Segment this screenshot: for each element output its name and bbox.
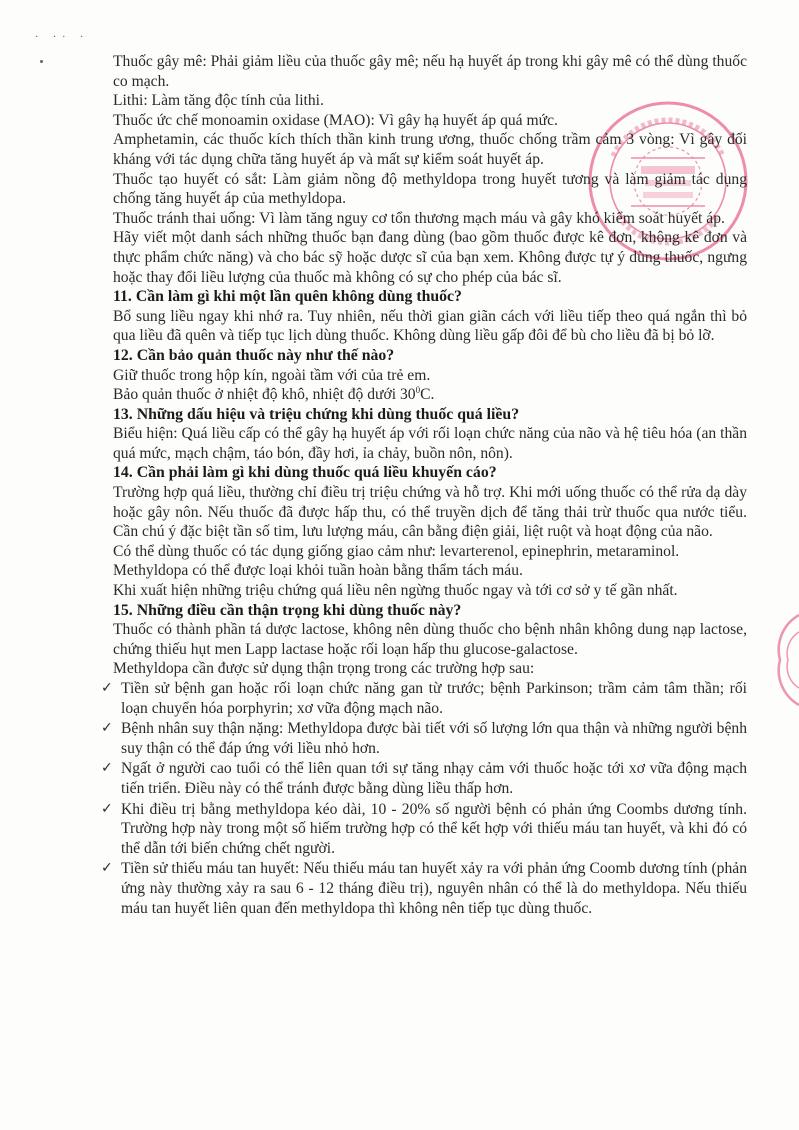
degree-sup: 0: [415, 384, 421, 395]
check-icon: ✓: [101, 680, 113, 696]
edge-stamp-fragment: [770, 610, 799, 710]
list-item: [101, 679, 747, 718]
list-item-text: Ngất ở người cao tuổi có thể liên quan tới sự tăng nhạy cảm với thuốc hoặc tới xơ vữa động mạch tiến triển. Điều này có thể tránh được bằng dùng liều thấp hơn.: [121, 760, 747, 797]
section-13-heading: 13. Những dấu hiệu và triệu chứng khi dùng thuốc quá liều?: [113, 405, 520, 423]
scan-specks: · ·· ·: [35, 32, 90, 43]
check-icon: ✓: [101, 860, 113, 877]
paragraph-contraceptive: Thuốc tránh thai uống: Vì làm tăng nguy cơ tổn thương mạch máu và gây khó kiểm soát huyết áp.: [113, 209, 725, 227]
list-item: [101, 859, 747, 918]
list-item-text: Bệnh nhân suy thận nặng: Methyldopa được bài tiết với số lượng lớn qua thận và những người bệnh suy thận có thể đáp ứng với liều nhỏ hơn.: [121, 720, 747, 757]
list-item: [101, 800, 747, 859]
paragraph-amphetamine: Amphetamin, các thuốc kích thích thần kinh trung ương, thuốc chống trầm cảm 3 vòng: Vì gây đối kháng với tác dụng chữa tăng huyết áp và mất sự kiểm soát huyết áp.: [113, 131, 747, 168]
document-body: [101, 52, 747, 919]
section-12-line1: Giữ thuốc trong hộp kín, ngoài tầm với của trẻ em.: [113, 366, 431, 384]
list-item-text: Tiền sử thiếu máu tan huyết: Nếu thiếu máu tan huyết xảy ra với phản ứng Coomb dương tính (phản ứng này thường xảy ra sau 6 - 12 tháng điều trị), nguyên nhân có thể là do methyldopa. Nếu thiếu máu tan huyết liên quan đến methyldopa thì không nên tiếp tục dùng thuốc.: [121, 860, 747, 917]
section-14-p2: Có thể dùng thuốc có tác dụng giống giao cảm như: levarterenol, epinephrin, metaraminol.: [113, 542, 680, 560]
section-12-line2: [113, 385, 747, 405]
paragraph-lithium: Lithi: Làm tăng độc tính của lithi.: [113, 92, 324, 110]
precaution-list: [101, 679, 747, 918]
list-item: [101, 719, 747, 758]
section-15-p2: Methyldopa cần được sử dụng thận trọng trong các trường hợp sau:: [113, 660, 535, 678]
section-14-heading: 14. Cần phải làm gì khi dùng thuốc quá liều khuyến cáo?: [113, 464, 497, 482]
section-13-text: Biểu hiện: Quá liều cấp có thể gây hạ huyết áp với rối loạn chức năng của não và hệ tiêu hóa (an thần quá mức, mạch chậm, táo bón, đầy hơi, ỉa chảy, buồn nôn, nôn).: [113, 425, 747, 462]
paragraph-medication-list: Hãy viết một danh sách những thuốc bạn đang dùng (bao gồm thuốc được kê đơn, không kê đơn và thực phẩm chức năng) và cho bác sỹ hoặc dược sĩ của bạn xem. Không được tự ý dùng thuốc, ngưng hoặc thay đổi liều lượng của thuốc mà không có sự cho phép của bác sĩ.: [113, 229, 747, 286]
section-11-text: Bổ sung liều ngay khi nhớ ra. Tuy nhiên, nếu thời gian giãn cách với liều tiếp theo quá ngắn thì bỏ qua liều đã quên và tiếp tục lịch dùng thuốc. Không dùng liều gấp đôi để bù cho liều đã bị bỏ lỡ.: [113, 307, 747, 345]
section-15-heading: 15. Những điều cần thận trọng khi dùng thuốc này?: [113, 601, 462, 619]
section-15-p1: Thuốc có thành phần tá dược lactose, không nên dùng thuốc cho bệnh nhân không dung nạp lactose, chứng thiếu hụt men Lapp lactase hoặc rối loạn hấp thu glucose-galactose.: [113, 621, 747, 658]
section-12-line2-post: C.: [420, 386, 435, 404]
paragraph-mao: Thuốc ức chế monoamin oxidase (MAO): Vì gây hạ huyết áp quá mức.: [113, 111, 558, 129]
paragraph-anesthetic: Thuốc gây mê: Phải giảm liều của thuốc gây mê; nếu hạ huyết áp trong khi gây mê có thể dùng thuốc co mạch.: [113, 53, 747, 90]
check-icon: ✓: [101, 800, 113, 817]
section-12-heading: 12. Cần bảo quản thuốc này như thế nào?: [113, 346, 395, 364]
list-item-text: Tiền sử bệnh gan hoặc rối loạn chức năng gan từ trước; bệnh Parkinson; trầm cảm tâm thần; rối loạn chuyển hóa porphyrin; xơ vữa động mạch não.: [121, 680, 747, 717]
section-11-heading: 11. Cần làm gì khi một lần quên không dùng thuốc?: [113, 288, 462, 306]
section-14-p1: Trường hợp quá liều, thường chỉ điều trị triệu chứng và hỗ trợ. Khi mới uống thuốc có thể rửa dạ dày hoặc gây nôn. Nếu thuốc đã được hấp thu, có thể truyền dịch để tăng thải trừ thuốc qua nước tiểu. Cần chú ý đặc biệt tần số tim, lưu lượng máu, cân bằng điện giải, liệt ruột và hoạt động của não.: [113, 484, 747, 541]
section-12-line2-pre: Bảo quản thuốc ở nhiệt độ khô, nhiệt độ dưới 30: [113, 386, 416, 404]
scan-dot: [40, 60, 43, 63]
list-item-text: Khi điều trị bằng methyldopa kéo dài, 10 - 20% số người bệnh có phản ứng Coombs dương tính. Trường hợp này trong một số hiếm trường hợp có thể kết hợp với thiếu máu tan huyết, và khi đó có thể dẫn tới biến chứng chết người.: [121, 800, 747, 857]
paragraph-iron: Thuốc tạo huyết có sắt: Làm giảm nồng độ methyldopa trong huyết tương và làm giảm tác dụng chống tăng huyết áp của methyldopa.: [113, 170, 747, 208]
list-item: [101, 759, 747, 798]
check-icon: ✓: [101, 720, 113, 737]
section-14-p3: Methyldopa có thể được loại khỏi tuần hoàn bằng thẩm tách máu.: [113, 562, 523, 580]
check-icon: ✓: [101, 760, 113, 777]
section-14-p4: Khi xuất hiện những triệu chứng quá liều nên ngừng thuốc ngay và tới cơ sở y tế gần nhất.: [113, 582, 678, 600]
